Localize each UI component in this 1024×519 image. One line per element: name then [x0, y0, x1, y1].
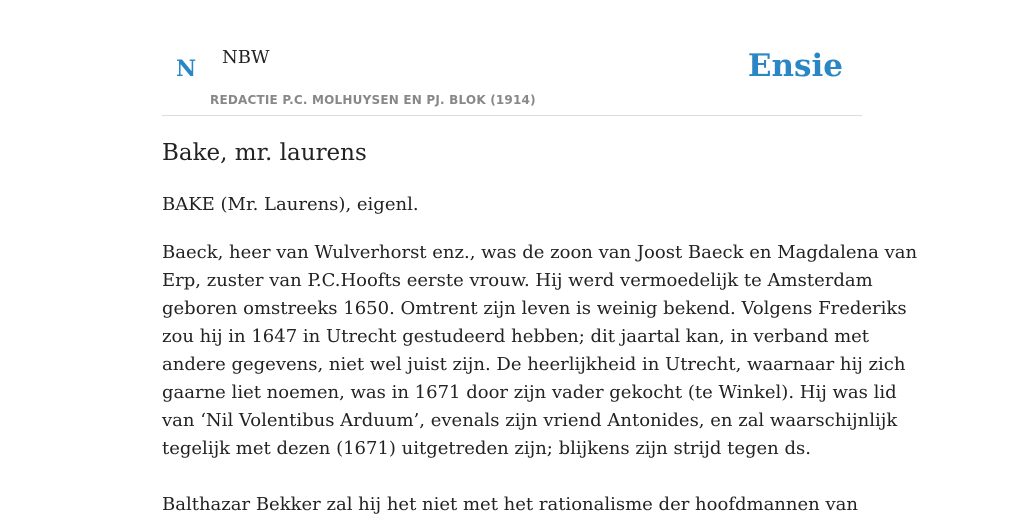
- article-body: [162, 239, 918, 519]
- body-line: gaarne liet noemen, was in 1671 door zijn vader gekocht (te Winkel). Hij was lid: [162, 382, 897, 403]
- source-logo[interactable]: N: [176, 56, 197, 82]
- brand-logo[interactable]: Ensie: [747, 48, 843, 84]
- source-name[interactable]: NBW: [222, 47, 270, 68]
- site-header: [162, 0, 862, 116]
- body-line: Balthazar Bekker zal hij het niet met het rationalisme der hoofdmannen van: [162, 494, 858, 515]
- source-editors: REDACTIE P.C. MOLHUYSEN EN PJ. BLOK (1914): [210, 93, 536, 107]
- body-line: geboren omstreeks 1650. Omtrent zijn leven is weinig bekend. Volgens Frederiks: [162, 298, 907, 319]
- body-line: tegelijk met dezen (1671) uitgetreden zijn; blijkens zijn strijd tegen ds.: [162, 438, 811, 459]
- page-container: [162, 0, 918, 515]
- body-line: Erp, zuster van P.C.Hoofts eerste vrouw. Hij werd vermoedelijk te Amsterdam: [162, 270, 873, 291]
- body-line: van ‘Nil Volentibus Arduum’, evenals zijn vriend Antonides, en zal waarschijnlijk: [162, 410, 898, 431]
- paragraph-gap: [162, 463, 862, 491]
- article-intro: BAKE (Mr. Laurens), eigenl.: [162, 194, 419, 215]
- body-line: zou hij in 1647 in Utrecht gestudeerd hebben; dit jaartal kan, in verband met: [162, 326, 870, 347]
- body-line: andere gegevens, niet wel juist zijn. De heerlijkheid in Utrecht, waarnaar hij zich: [162, 354, 906, 375]
- body-line: Baeck, heer van Wulverhorst enz., was de zoon van Joost Baeck en Magdalena van: [162, 242, 918, 263]
- article-title: Bake, mr. laurens: [162, 140, 367, 166]
